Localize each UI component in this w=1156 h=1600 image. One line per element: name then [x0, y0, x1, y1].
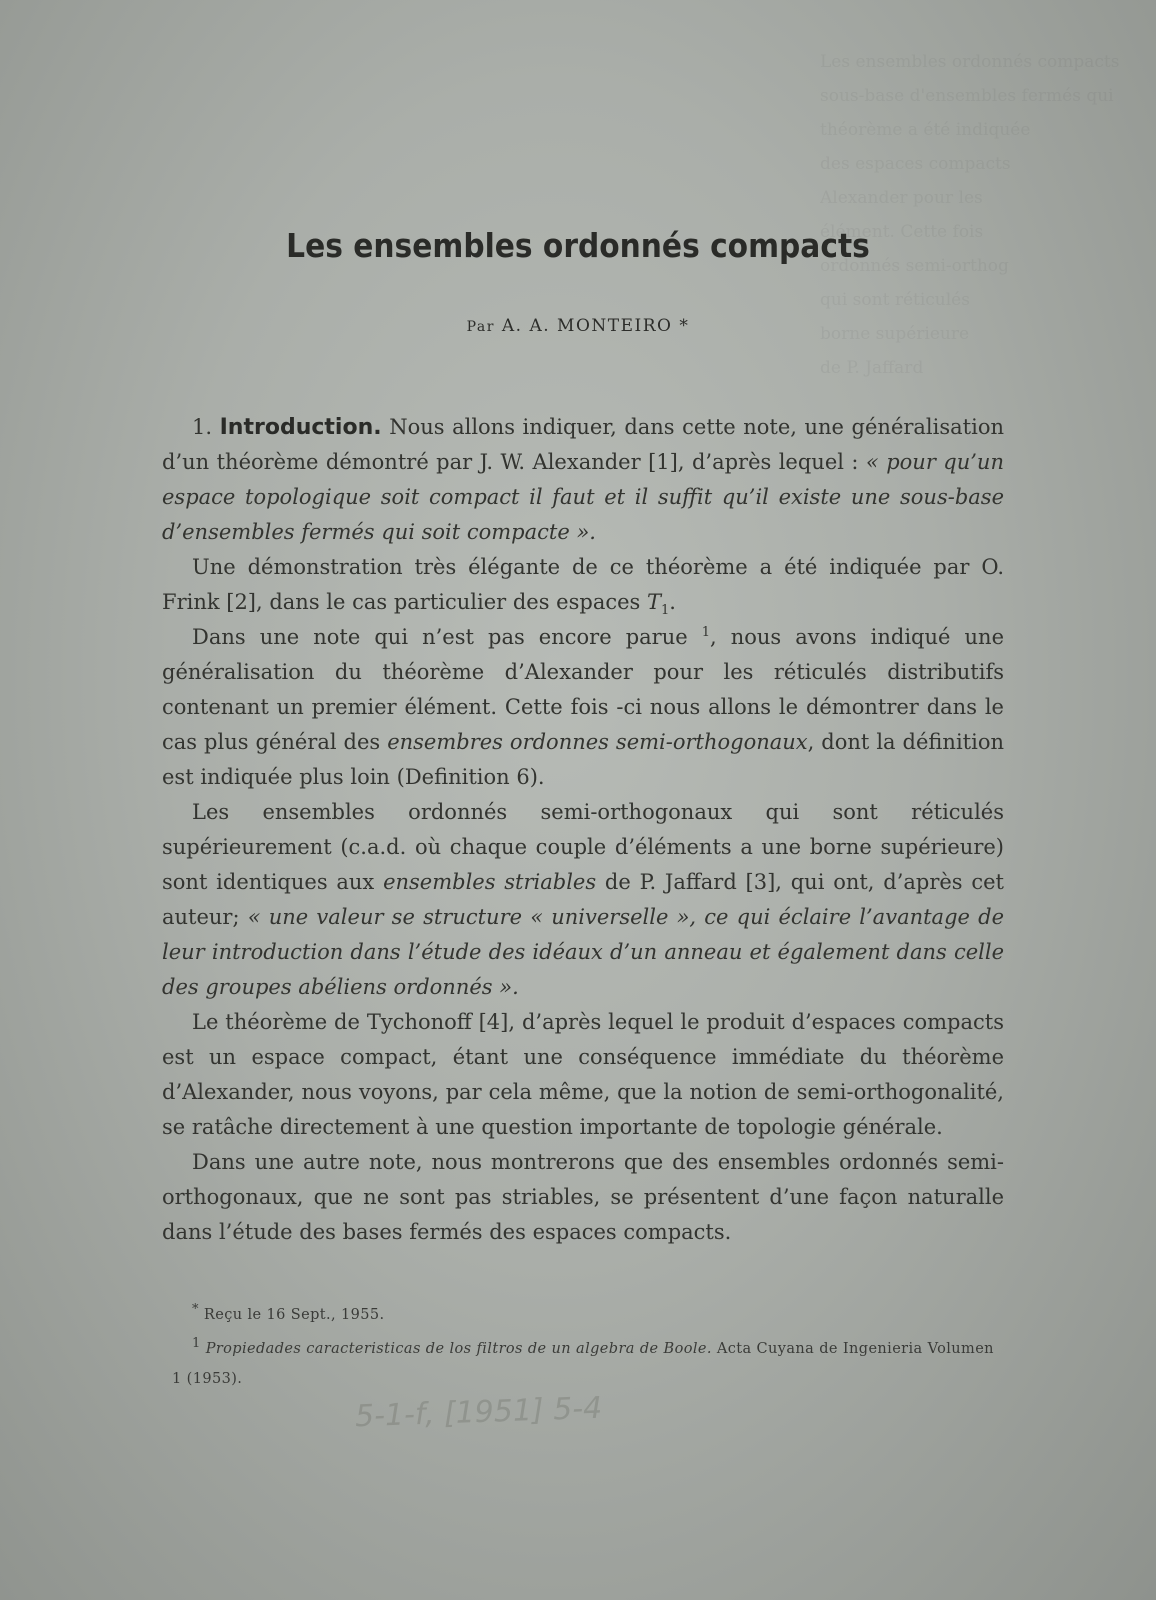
p3-text-a: Dans une note qui n’est pas encore parue — [192, 625, 702, 649]
section-heading: Introduction. — [219, 415, 382, 440]
paragraph-2 — [162, 550, 1004, 620]
p4-quote: « une valeur se structure « universelle », ce qui éclaire l’avantage de leur introduction dans l’étude des idéaux d’un anneau et également dans celle des groupes abéliens ordonnés ». — [162, 905, 1004, 999]
footnotes — [172, 1300, 994, 1398]
paragraph-3 — [162, 620, 1004, 795]
footnote-star-mark: * — [192, 1302, 199, 1318]
footnote-star-text: Reçu le 16 Sept., 1955. — [203, 1307, 385, 1323]
p3-footnote-ref: 1 — [701, 625, 710, 640]
p4-emphasis: ensembles striables — [383, 870, 597, 894]
p2-text: Une démonstration très élégante de ce théorème a été indiquée par O. Frink [2], dans le cas particulier des espaces — [162, 555, 1004, 614]
pencil-annotation: 5-1-f, [1951] 5-4 — [354, 1390, 603, 1435]
p2-subscript: 1 — [661, 603, 670, 619]
footnote-1 — [172, 1334, 994, 1394]
bleed-through-text: Les ensembles ordonnés compacts sous-base d'ensembles fermés qui théorème a été indiquée des espaces compacts Alexander pour les élément. Cette fois ordonnés semi-orthog qui sont réticulés borne supérieure de P. Jaffard — [820, 52, 1120, 378]
author-name: A. A. MONTEIRO — [501, 316, 673, 336]
paper-title: Les ensembles ordonnés compacts — [286, 226, 870, 265]
paragraph-5: Le théorème de Tychonoff [4], d’après lequel le produit d’espaces compacts est un espace compact, étant une conséquence immédiate du théorème d’Alexander, nous voyons, par cela même, que la notion de semi-orthogonalité, se ratâche directement à une question importante de topologie générale. — [162, 1010, 1004, 1139]
author-footnote-mark: * — [679, 316, 690, 336]
p3-text-c: , dont la définition est indiquée plus loin (Definition 6). — [162, 730, 1004, 789]
body-text — [162, 410, 1004, 1250]
paragraph-1 — [162, 410, 1004, 550]
p2-end: . — [669, 590, 676, 614]
footnote-star — [172, 1300, 994, 1330]
footnote-1-title: Propiedades caracteristicas de los filtros de un algebra de Boole. — [205, 1341, 712, 1357]
paragraph-4 — [162, 795, 1004, 1005]
footnote-1-text: Acta Cuyana de Ingenieria Volumen 1 (1953). — [172, 1341, 994, 1387]
section-number: 1. — [192, 415, 213, 439]
p3-text-b: , nous avons indiqué une généralisation du théorème d’Alexander pour les réticulés distributifs contenant un premier élément. Cette fois -ci nous allons le démontrer dans le cas plus général des — [162, 625, 1004, 754]
author-prefix: Par — [466, 319, 495, 335]
p1-quote: « pour qu’un espace topologique soit compact il faut et il suffit qu’il existe une sous-base d’ensembles fermés qui soit compacte ». — [162, 450, 1004, 544]
footnote-1-mark: 1 — [192, 1336, 201, 1352]
p3-emphasis: ensembres ordonnes semi-orthogonaux — [387, 730, 808, 754]
paragraph-6: Dans une autre note, nous montrerons que des ensembles ordonnés semi-orthogonaux, que ne sont pas striables, se présentent d’une façon naturalle dans l’étude des bases fermés des espaces compacts. — [162, 1150, 1004, 1244]
p4-text-b: de P. Jaffard [3], qui ont, d’après cet auteur; — [162, 870, 1004, 929]
p2-symbol: T — [647, 590, 662, 614]
p4-text-a: Les ensembles ordonnés semi-orthogonaux qui sont réticulés supérieurement (c.a.d. où chaque couple d’éléments a une borne supérieure) sont identiques aux — [162, 800, 1004, 894]
author-line — [0, 316, 1156, 336]
p1-text: Nous allons indiquer, dans cette note, une généralisation d’un théorème démontré par J. W. Alexander [1], d’après lequel : — [162, 415, 1004, 474]
